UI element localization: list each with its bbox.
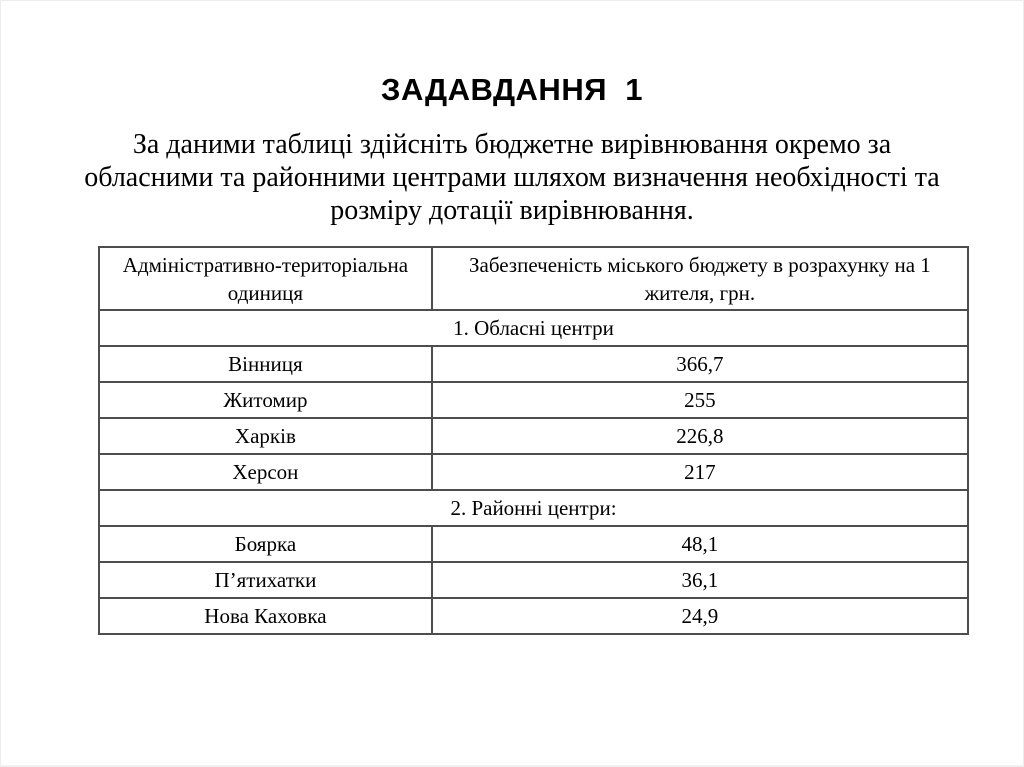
table-row	[99, 346, 968, 382]
instruction-text: За даними таблиці здійсніть бюджетне вирівнювання окремо за обласними та районними центрами шляхом визначення необхідності та розміру дотації вирівнювання.	[84, 129, 940, 227]
section-label: 1. Обласні центри	[99, 310, 968, 346]
table-row	[99, 526, 968, 562]
cell-value: 226,8	[432, 418, 968, 454]
cell-unit: Вінниця	[99, 346, 432, 382]
table-row	[99, 562, 968, 598]
cell-unit: П’ятихатки	[99, 562, 432, 598]
table-header-row	[99, 247, 968, 310]
section-row-oblast-centers	[99, 310, 968, 346]
cell-value: 48,1	[432, 526, 968, 562]
cell-unit: Херсон	[99, 454, 432, 490]
section-label: 2. Районні центри:	[99, 490, 968, 526]
cell-value: 24,9	[432, 598, 968, 634]
cell-unit: Житомир	[99, 382, 432, 418]
cell-unit: Харків	[99, 418, 432, 454]
cell-value: 36,1	[432, 562, 968, 598]
table-row	[99, 598, 968, 634]
cell-unit: Нова Каховка	[99, 598, 432, 634]
table-row	[99, 382, 968, 418]
budget-table	[98, 246, 969, 635]
page-title: ЗАДАВДАННЯ 1	[381, 72, 643, 107]
column-header-budget-provision: Забезпеченість міського бюджету в розрахунку на 1 жителя, грн.	[432, 247, 968, 310]
table-row	[99, 418, 968, 454]
cell-value: 217	[432, 454, 968, 490]
cell-unit: Боярка	[99, 526, 432, 562]
cell-value: 366,7	[432, 346, 968, 382]
column-header-territorial-unit: Адміністративно-територіальна одиниця	[99, 247, 432, 310]
cell-value: 255	[432, 382, 968, 418]
table-row	[99, 454, 968, 490]
section-row-raion-centers	[99, 490, 968, 526]
